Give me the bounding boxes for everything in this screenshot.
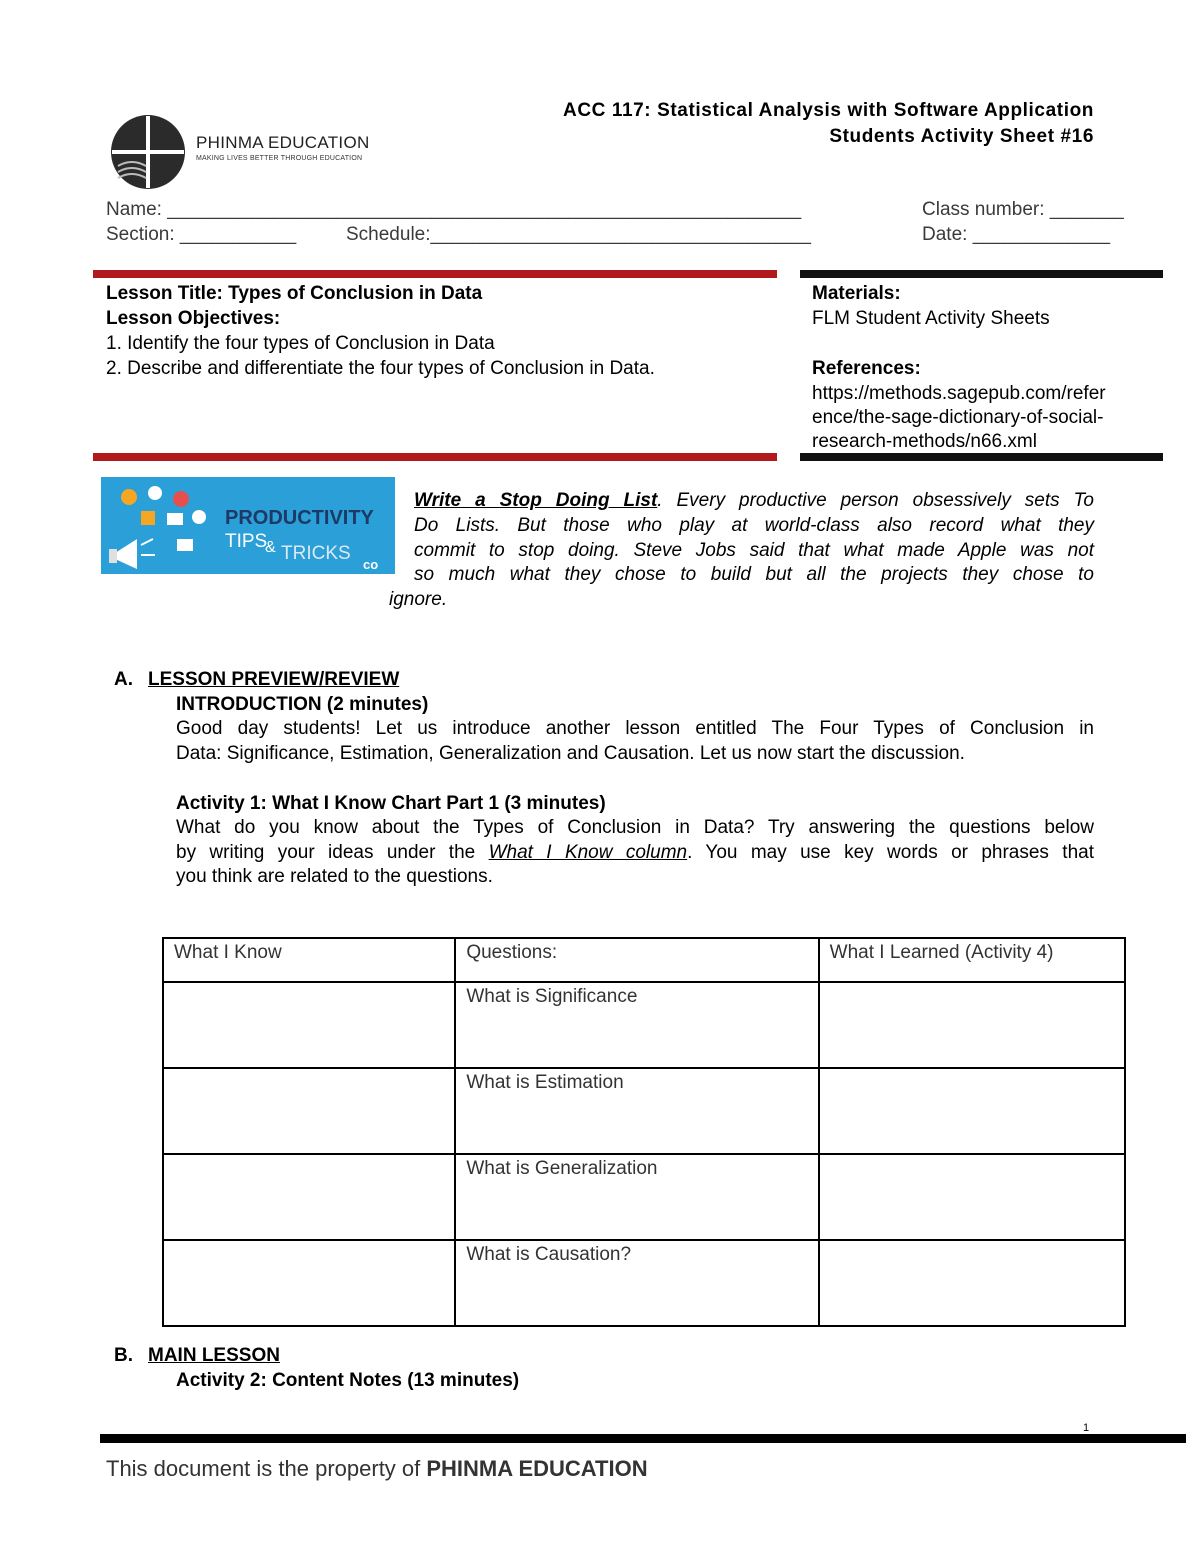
course-title: ACC 117: Statistical Analysis with Software Application bbox=[563, 100, 1094, 121]
what-i-learned-answer-cell[interactable] bbox=[819, 1068, 1125, 1154]
activity-1-line-1: What do you know about the Types of Conclusion in Data? Try answering the questions below bbox=[176, 817, 1094, 838]
activity-1-line-3: you think are related to the questions. bbox=[176, 866, 493, 887]
tip-line-2: Do Lists. But those who play at world-class also record what they bbox=[414, 515, 1094, 536]
header-what-i-learned: What I Learned (Activity 4) bbox=[819, 938, 1125, 982]
table-row bbox=[163, 1240, 1125, 1326]
page-number: 1 bbox=[1083, 1422, 1090, 1434]
table-row bbox=[163, 982, 1125, 1068]
top-red-rule bbox=[93, 270, 777, 278]
phinma-logo-mark-icon bbox=[110, 114, 186, 190]
banner-word-productivity: PRODUCTIVITY bbox=[225, 507, 374, 529]
activity-2-heading: Activity 2: Content Notes (13 minutes) bbox=[176, 1370, 520, 1391]
section-b-title: MAIN LESSON bbox=[148, 1345, 280, 1366]
materials-heading: Materials: bbox=[812, 283, 901, 304]
section-a-title: LESSON PREVIEW/REVIEW bbox=[148, 669, 400, 690]
what-i-learned-answer-cell[interactable] bbox=[819, 982, 1125, 1068]
what-i-know-answer-cell[interactable] bbox=[163, 1154, 455, 1240]
tip-line-5: ignore. bbox=[389, 589, 448, 610]
what-i-learned-answer-cell[interactable] bbox=[819, 1240, 1125, 1326]
logo-name: PHINMA EDUCATION bbox=[196, 133, 370, 152]
tip-line-1 bbox=[414, 488, 1094, 513]
what-i-know-answer-cell[interactable] bbox=[163, 1068, 455, 1154]
question-cell: What is Significance bbox=[455, 982, 818, 1068]
logo-tagline: MAKING LIVES BETTER THROUGH EDUCATION bbox=[196, 155, 363, 162]
lesson-title: Lesson Title: Types of Conclusion in Data bbox=[106, 283, 483, 304]
materials-value: FLM Student Activity Sheets bbox=[812, 308, 1050, 329]
sheet-title: Students Activity Sheet #16 bbox=[829, 126, 1094, 147]
footer-rule bbox=[100, 1434, 1186, 1443]
reference-link-line-2[interactable]: ence/the-sage-dictionary-of-social- bbox=[812, 407, 1104, 428]
productivity-banner bbox=[101, 477, 395, 574]
reference-link-line-1[interactable]: https://methods.sagepub.com/refer bbox=[812, 383, 1106, 404]
tip-line-4: so much what they chose to build but all the projects they chose to bbox=[414, 564, 1094, 585]
tip-lead: Write a Stop Doing List bbox=[414, 490, 658, 511]
what-i-know-answer-cell[interactable] bbox=[163, 982, 455, 1068]
activity-1-heading: Activity 1: What I Know Chart Part 1 (3 minutes) bbox=[176, 793, 606, 814]
table-header-row bbox=[163, 938, 1125, 982]
what-i-learned-answer-cell[interactable] bbox=[819, 1154, 1125, 1240]
activity-1-line-2b: . You may use key words or phrases that bbox=[687, 842, 1094, 863]
schedule-field[interactable]: Schedule:____________________________________ bbox=[346, 224, 811, 245]
bottom-red-rule bbox=[93, 453, 777, 461]
header-questions: Questions: bbox=[455, 938, 818, 982]
section-b-letter: B. bbox=[114, 1345, 133, 1366]
intro-line-2: Data: Significance, Estimation, Generalization and Causation. Let us now start the discussion. bbox=[176, 743, 965, 764]
section-field[interactable]: Section: ___________ bbox=[106, 224, 297, 245]
objectives-heading: Lesson Objectives: bbox=[106, 308, 281, 329]
what-i-know-column-ref: What I Know column bbox=[488, 842, 688, 863]
activity-1-line-2 bbox=[176, 840, 1094, 865]
references-heading: References: bbox=[812, 358, 921, 379]
name-field[interactable]: Name: ____________________________________________________________ bbox=[106, 199, 802, 220]
question-cell: What is Generalization bbox=[455, 1154, 818, 1240]
intro-line-1: Good day students! Let us introduce another lesson entitled The Four Types of Conclusion in bbox=[176, 718, 1094, 739]
tip-line-3: commit to stop doing. Steve Jobs said that what made Apple was not bbox=[414, 540, 1094, 561]
section-a-letter: A. bbox=[114, 669, 133, 690]
question-cell: What is Estimation bbox=[455, 1068, 818, 1154]
class-number-field[interactable]: Class number: _______ bbox=[922, 199, 1124, 220]
tip-line-1-text: . Every productive person obsessively sets To bbox=[657, 490, 1094, 511]
what-i-know-chart-table bbox=[162, 937, 1126, 1327]
table-row bbox=[163, 1154, 1125, 1240]
objective-1: 1. Identify the four types of Conclusion in Data bbox=[106, 333, 495, 354]
top-black-rule bbox=[800, 270, 1163, 278]
question-cell: What is Causation? bbox=[455, 1240, 818, 1326]
footer-property-owner: PHINMA EDUCATION bbox=[426, 1456, 648, 1481]
bottom-black-rule bbox=[800, 453, 1163, 461]
footer-property-prefix: This document is the property of bbox=[106, 1456, 427, 1481]
activity-1-line-2a: by writing your ideas under the bbox=[176, 842, 489, 863]
megaphone-icon bbox=[107, 483, 217, 571]
header-what-i-know: What I Know bbox=[163, 938, 455, 982]
date-field[interactable]: Date: _____________ bbox=[922, 224, 1111, 245]
banner-ampersand: & bbox=[265, 539, 276, 556]
what-i-know-answer-cell[interactable] bbox=[163, 1240, 455, 1326]
banner-word-tricks: TRICKS bbox=[281, 543, 351, 564]
banner-badge: co bbox=[363, 557, 379, 572]
banner-word-tips: TIPS bbox=[225, 531, 268, 552]
introduction-heading: INTRODUCTION (2 minutes) bbox=[176, 694, 429, 715]
table-row bbox=[163, 1068, 1125, 1154]
objective-2: 2. Describe and differentiate the four types of Conclusion in Data. bbox=[106, 358, 655, 379]
footer-property-notice bbox=[106, 1456, 648, 1482]
reference-link-line-3[interactable]: research-methods/n66.xml bbox=[812, 431, 1037, 452]
